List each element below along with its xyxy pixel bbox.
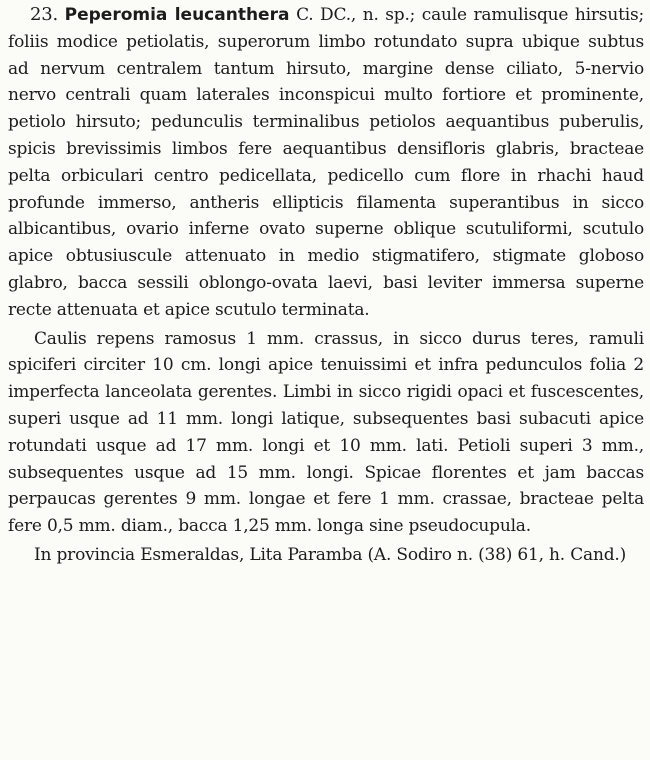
species-name: Peperomia leucanthera <box>64 5 290 25</box>
species-diagnosis-paragraph <box>8 2 644 324</box>
description-paragraph: Caulis repens ramosus 1 mm. crassus, in sicco durus teres, ramuli spiciferi circiter 10 cm. longi apice tenuissimi et infra pedunculos folia 2 imperfecta lanceolata gerentes. Limbi in sicco rigidi opaci et fuscescentes, superi usque ad 11 mm. longi latique, subsequentes basi subacuti apice rotundati usque ad 17 mm. longi et 10 mm. lati. Petioli superi 3 mm., subsequentes usque ad 15 mm. longi. Spicae florentes et jam baccas perpaucas gerentes 9 mm. longae et fere 1 mm. crassae, bracteae pelta fere 0,5 mm. diam., bacca 1,25 mm. longa sine pseudocupula. <box>8 328 644 537</box>
entry-number: 23. <box>30 4 59 25</box>
diagnosis-text: C. DC., n. sp.; caule ramulisque hirsutis; foliis modice petiolatis, superorum limbo rotundato supra ubique subtus ad nervum centralem tantum hirsuto, margine dense ciliato, 5-nervio nervo centrali quam laterales inconspicui multo fortiore et prominente, petiolo hirsuto; pedunculis terminalibus petiolos aequantibus puberulis, spicis brevissimis limbos fere aequantibus densifloris glabris, bracteae pelta orbiculari centro pedicellata, pedicello cum flore in rhachi haud profunde immerso, antheris ellipticis filamenta superantibus in sicco albicantibus, ovario inferne ovato superne oblique scutuliformi, scutulo apice obtusiuscule attenuato in medio stigmatifero, stigmate globoso glabro, bacca sessili oblongo-ovata laevi, basi leviter immersa superne recte attenuata et apice scutulo terminata. <box>8 5 644 320</box>
locality-paragraph: In provincia Esmeraldas, Lita Paramba (A. Sodiro n. (38) 61, h. Cand.) <box>34 544 627 565</box>
